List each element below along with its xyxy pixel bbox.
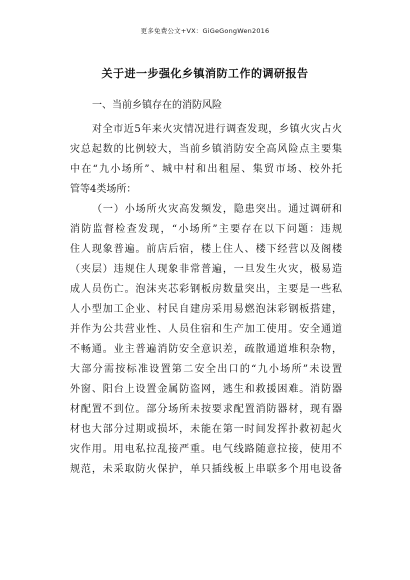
text-line: 人小型加工企业、村民自建房采用易燃泡沫彩钢板搭建， (70, 304, 342, 315)
text-line: 规范，未采取防火保护，单只插线板上串联多个用电设备 (70, 464, 342, 475)
header-watermark: 更多免费公文+VX：GiGeGongWen2016 (140, 27, 270, 35)
paragraph-lines (70, 120, 342, 480)
text-line: 大部分需按标准设置第二安全出口的“九小场所”未设置 (70, 364, 342, 375)
text-line: 外窗、阳台上设置金属防盗网，逃生和救援困难。消防器 (70, 384, 342, 395)
text-line: 灾总起数的比例较大，当前乡镇消防安全高风险点主要集 (70, 144, 342, 155)
text-line: 材配置不到位。部分场所未按要求配置消防器材，现有器 (70, 404, 342, 415)
section-heading: 一、当前乡镇存在的消防风险 (92, 100, 222, 111)
text-line: （一）小场所火灾高发频发，隐患突出。通过调研和 (92, 204, 342, 215)
text-line: 成人员伤亡。泡沫夹芯彩钢板房数量突出，主要是一些私 (70, 284, 342, 295)
text-line: 灾作用。用电私拉乱接严重。电气线路随意拉接，使用不 (70, 444, 342, 455)
document-title: 关于进一步强化乡镇消防工作的调研报告 (101, 67, 309, 80)
text-line: 材也大部分过期或损坏，未能在第一时间发挥扑救初起火 (70, 424, 342, 435)
text-line: 管等4类场所： (70, 184, 137, 195)
text-line: 并作为公共营业性、人员住宿和生产加工使用。安全通道 (70, 324, 342, 335)
text-line: 不畅通。业主普遍消防安全意识差，疏散通道堆积杂物， (70, 344, 342, 355)
text-line: 中在“九小场所”、城中村和出租屋、集贸市场、校外托 (70, 164, 342, 175)
text-line: 对全市近5年来火灾情况进行调查发现，乡镇火灾占火 (92, 124, 342, 135)
document-body (70, 96, 342, 480)
text-line: （夹层）违规住人现象非常普遍，一旦发生火灾，极易造 (70, 264, 342, 275)
text-line: 住人现象普遍。前店后宿，楼上住人、楼下经营以及阁楼 (70, 244, 342, 255)
text-line: 消防监督检查发现，“小场所”主要存在以下问题：违规 (70, 224, 342, 235)
